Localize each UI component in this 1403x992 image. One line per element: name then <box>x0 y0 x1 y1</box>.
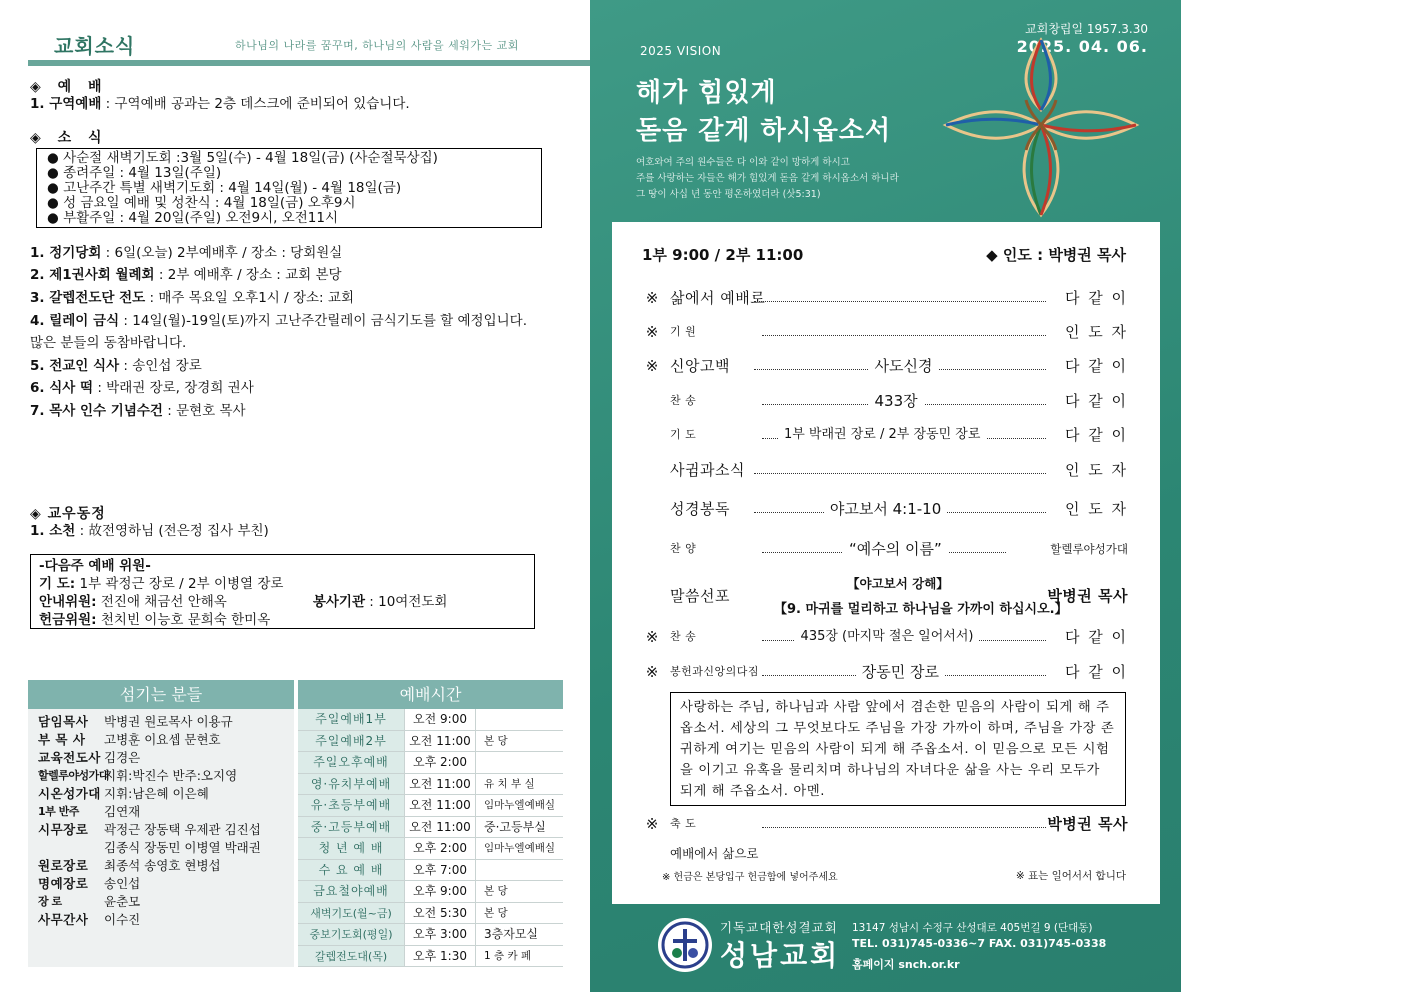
after-worship-label: 예배에서 삶으로 <box>670 846 759 861</box>
service-place: 본 당 <box>484 734 508 747</box>
worship-order-row <box>644 497 1128 521</box>
service-place <box>476 709 563 730</box>
service-time-row <box>298 860 563 882</box>
news-item-label: 5. 전교인 식사 <box>30 358 120 374</box>
service-name: 주일오후예배 <box>298 752 404 773</box>
worship-leader: ◆ 인도 : 박병권 목사 <box>986 246 1126 264</box>
vision-label: 2025 VISION <box>640 44 722 58</box>
service-name: 금요철야예배 <box>298 881 404 902</box>
worship-order-row <box>644 458 1128 482</box>
order-item-detail: “예수의 이름” <box>843 537 948 561</box>
order-item-detail: 사도신경 <box>869 354 939 378</box>
service-time-row <box>298 946 563 968</box>
church-logo-icon <box>658 918 712 972</box>
news-item <box>30 309 527 329</box>
order-item-name: 축 도 <box>670 817 697 830</box>
order-item-leader: 박병권 목사 <box>1047 587 1128 605</box>
order-item-leader: 인 도 자 <box>1064 500 1128 518</box>
servers-table <box>28 709 294 967</box>
next-week-committee-box <box>30 554 535 629</box>
lent-item: ● 성 금요일 예배 및 성찬식 : 4월 18일(금) 오후9시 <box>47 195 356 211</box>
service-time: 오전 5:30 <box>404 903 476 924</box>
server-role: 부 목 사 <box>38 732 86 747</box>
server-names: 김경은 <box>104 750 141 765</box>
server-row <box>38 875 284 893</box>
members-item-text: : 故전영하님 (전은정 집사 부친) <box>75 523 269 539</box>
server-names: 이수진 <box>104 912 141 927</box>
order-item-detail: 1부 박래권 장로 / 2부 장동민 장로 <box>778 423 986 447</box>
next-week-title: -다음주 예배 위원- <box>39 558 151 574</box>
order-item-name: 말씀선포 <box>670 587 730 605</box>
church-homepage: 홈페이지 snch.or.kr <box>852 958 960 971</box>
members-item <box>30 519 269 539</box>
server-role: 교육전도사 <box>38 750 101 765</box>
sermon-title: 【9. 마귀를 멀리하고 하나님을 가까이 하십시오.】 <box>774 602 1068 617</box>
order-item-name: 사귐과소식 <box>670 461 745 479</box>
worship-item-label: 1. 구역예배 <box>30 96 102 112</box>
service-time: 오전 11:00 <box>404 774 476 795</box>
standing-note: ※ 표는 일어서서 합니다 <box>1015 870 1126 882</box>
standing-mark: ※ <box>645 323 659 341</box>
next-offering-row <box>39 611 526 629</box>
church-address: 13147 성남시 수정구 산성대로 405번길 9 (단대동) <box>852 922 1093 934</box>
next-prayer-value: 1부 곽정근 장로 / 2부 이병열 장로 <box>75 576 284 592</box>
lent-schedule-box <box>36 148 542 228</box>
service-time-row <box>298 924 563 946</box>
server-names: 김연재 <box>104 804 141 819</box>
server-row <box>38 857 284 875</box>
service-place <box>476 752 563 773</box>
woven-cross-icon <box>926 30 1156 220</box>
server-names: 윤춘모 <box>104 894 141 909</box>
worship-order-row <box>644 354 1128 378</box>
order-item-leader: 박병권 목사 <box>1047 815 1128 833</box>
order-item-name: 봉헌과신앙의다짐 <box>670 665 760 678</box>
leader-dots <box>754 458 1046 474</box>
worship-order-row <box>644 286 1128 310</box>
news-item-label: 3. 갈렙전도단 전도 <box>30 290 146 306</box>
server-names: 최종석 송영호 현병섭 <box>104 858 221 873</box>
service-name: 청 년 예 배 <box>298 838 404 859</box>
worship-item <box>30 92 410 112</box>
news-item-text: : 2부 예배후 / 장소 : 교회 본당 <box>154 267 342 283</box>
order-item-name: 찬 양 <box>670 542 697 555</box>
service-place <box>476 860 563 881</box>
leader-dots <box>762 320 1046 336</box>
order-item-name: 찬 송 <box>670 630 697 643</box>
service-name: 주일예배1부 <box>298 709 404 730</box>
service-time: 오후 2:00 <box>404 838 476 859</box>
service-time-row <box>298 838 563 860</box>
service-place: 임마누엘예배실 <box>484 842 556 854</box>
news-item-text: : 14일(월)-19일(토)까지 고난주간릴레이 금식기도를 할 예정입니다. <box>119 313 528 329</box>
worship-order-row <box>644 537 1128 561</box>
order-item-leader: 다 같 이 <box>1064 663 1128 681</box>
order-item-name: 성경봉독 <box>670 500 730 518</box>
news-item-label: 1. 정기당회 <box>30 245 102 261</box>
server-row <box>38 821 284 839</box>
service-time: 오전 11:00 <box>404 795 476 816</box>
server-row <box>38 767 284 785</box>
service-time: 오전 11:00 <box>404 817 476 838</box>
lent-item: ● 사순절 새벽기도회 :3월 5일(수) - 4월 18일(금) (사순절묵상집) <box>47 150 438 166</box>
server-names: 박병권 원로목사 이용규 <box>104 714 233 729</box>
service-time-row <box>298 731 563 753</box>
sermon-series: 【야고보서 강해】 <box>847 576 949 591</box>
order-item-leader: 할렐루야성가대 <box>1050 542 1128 556</box>
order-item-leader: 다 같 이 <box>1064 357 1128 375</box>
news-item-text: : 매주 목요일 오후1시 / 장소: 교회 <box>145 290 354 306</box>
confession-prayer-box: 사랑하는 주님, 하나님과 사람 앞에서 겸손한 믿음의 사람이 되게 해 주옵소서. 세상의 그 무엇보다도 주님을 가장 가까이 하며, 주님을 가장 존귀하게 여기는 믿음의 사람이 되게 해 주옵소서. 이 믿음으로 모든 시험을 이기고 유혹을 물리치며 하나님의 자녀다운 삶을 사는 우리 모두가 되게 해 주옵소서. 아멘. <box>670 692 1126 806</box>
worship-section-title: ◈ 예 배 <box>30 79 108 95</box>
service-name: 중보기도회(평일) <box>298 924 404 945</box>
news-item-label: 6. 식사 떡 <box>30 380 94 396</box>
news-item-label: 7. 목사 인수 기념수건 <box>30 403 163 419</box>
service-time: 오전 11:00 <box>404 731 476 752</box>
server-names: 송인섭 <box>104 876 141 891</box>
leader-dots <box>762 812 1046 828</box>
news-page-title: 교회소식 <box>54 34 136 58</box>
worship-time: 1부 9:00 / 2부 11:00 <box>642 246 804 264</box>
vision-verse-line: 그 땅이 사십 년 동안 평온하였더라 (삿5:31) <box>636 189 821 200</box>
church-tagline: 하나님의 나라를 꿈꾸며, 하나님의 사람을 세워가는 교회 <box>235 39 519 52</box>
order-item-name: 삶에서 예배로 <box>670 289 766 307</box>
service-name: 영·유치부예배 <box>298 774 404 795</box>
server-role: 1부 반주 <box>38 805 79 818</box>
service-place: 임마누엘예배실 <box>484 799 556 811</box>
order-item-name: 찬 송 <box>670 394 697 407</box>
next-prayer-label: 기 도: <box>39 576 76 592</box>
offering-note: ※ 헌금은 본당입구 헌금함에 넣어주세요 <box>662 872 838 883</box>
worship-order-row <box>644 320 1128 344</box>
news-item <box>30 241 342 261</box>
service-time-row <box>298 903 563 925</box>
next-usher-value: 전진애 채금선 안해옥 <box>96 594 227 610</box>
lent-item: ● 고난주간 특별 새벽기도회 : 4월 14일(월) - 4월 18일(금) <box>47 180 402 196</box>
service-place: 유 치 부 실 <box>484 777 535 790</box>
order-item-leader: 인 도 자 <box>1064 461 1128 479</box>
news-item <box>30 263 342 283</box>
service-name: 수 요 예 배 <box>298 860 404 881</box>
standing-mark: ※ <box>645 815 659 833</box>
server-role: 명예장로 <box>38 876 89 891</box>
church-name: 성남교회 <box>720 939 841 972</box>
news-section-title: ◈ 소 식 <box>30 130 108 146</box>
next-usher-row <box>39 593 526 611</box>
order-item-leader: 다 같 이 <box>1064 289 1128 307</box>
service-time: 오전 9:00 <box>404 709 476 730</box>
news-item-text: : 송인섭 장로 <box>119 358 202 374</box>
service-place: 1 층 카 페 <box>484 949 532 962</box>
service-time-row <box>298 709 563 731</box>
news-item-text: : 문현호 목사 <box>162 403 246 419</box>
server-names: 지휘:남은혜 이은혜 <box>104 786 209 801</box>
worship-order-row <box>644 423 1128 447</box>
server-names: 고병훈 이요셉 문현호 <box>104 732 221 747</box>
service-place: 중·고등부실 <box>484 819 546 834</box>
server-row <box>38 749 284 767</box>
order-item-detail: 야고보서 4:1-10 <box>824 497 947 521</box>
denomination-name: 기독교대한성결교회 <box>720 920 838 935</box>
standing-mark: ※ <box>645 357 659 375</box>
lent-item: ● 부활주일 : 4월 20일(주일) 오전9시, 오전11시 <box>47 210 339 226</box>
server-row <box>38 839 284 857</box>
servers-table-title: 섬기는 분들 <box>28 680 294 709</box>
worship-item-text: : 구역예배 공과는 2층 데스크에 준비되어 있습니다. <box>101 96 410 112</box>
members-item-label: 1. 소천 <box>30 523 76 539</box>
server-role: 사무간사 <box>38 912 89 927</box>
news-item-text: 많은 분들의 동참바랍니다. <box>30 335 187 351</box>
order-item-name: 신앙고백 <box>670 357 730 375</box>
server-row <box>38 713 284 731</box>
service-time-row <box>298 752 563 774</box>
standing-mark: ※ <box>645 289 659 307</box>
service-place: 3층자모실 <box>484 927 539 941</box>
news-item-label: 2. 제1권사회 월례회 <box>30 267 155 283</box>
service-time: 오후 3:00 <box>404 924 476 945</box>
server-row <box>38 785 284 803</box>
left-page <box>0 0 590 992</box>
service-time: 오후 2:00 <box>404 752 476 773</box>
service-name: 갈렙전도대(목) <box>298 946 404 967</box>
server-role: 담임목사 <box>38 714 89 729</box>
news-item <box>30 376 254 396</box>
service-name: 중·고등부예배 <box>298 817 404 838</box>
next-service-label: 봉사기관 <box>312 594 365 610</box>
news-item-text: : 박래권 장로, 장경희 권사 <box>93 380 254 396</box>
service-time: 오후 9:00 <box>404 881 476 902</box>
server-role: 장 로 <box>38 895 62 908</box>
worship-order-row <box>644 812 1128 836</box>
right-page <box>590 0 1181 992</box>
worship-order-row <box>644 625 1128 649</box>
worship-order-row <box>644 660 1128 684</box>
standing-mark: ※ <box>645 628 659 646</box>
server-role: 시온성가대 <box>38 786 101 801</box>
server-names: 지휘:박진수 반주:오지영 <box>104 768 238 783</box>
established-date: 교회창립일 1957.3.30 <box>1025 22 1148 36</box>
service-time-row <box>298 881 563 903</box>
service-time: 오후 1:30 <box>404 946 476 967</box>
order-item-leader: 다 같 이 <box>1064 426 1128 444</box>
service-name: 새벽기도(월~금) <box>298 903 404 924</box>
news-item-text: : 6일(오늘) 2부예배후 / 장소 : 당회원실 <box>101 245 343 261</box>
service-time-row <box>298 774 563 796</box>
order-item-leader: 다 같 이 <box>1064 628 1128 646</box>
news-item <box>30 286 354 306</box>
server-role <box>38 839 104 857</box>
vision-verse-line: 여호와여 주의 원수들은 다 이와 같이 망하게 하시고 <box>636 157 850 168</box>
vision-verse-line: 주를 사랑하는 자들은 해가 힘있게 돋음 같게 하시옵소서 하니라 <box>636 173 899 184</box>
service-name: 유·초등부예배 <box>298 795 404 816</box>
news-item-label: 4. 릴레이 금식 <box>30 313 120 329</box>
service-place: 본 당 <box>484 885 508 897</box>
church-phone: TEL. 031)745-0336~7 FAX. 031)745-0338 <box>852 937 1107 950</box>
leader-dots <box>754 286 1046 302</box>
next-prayer-row <box>39 575 526 593</box>
next-offering-value: 천치빈 이능호 문희숙 한미옥 <box>96 612 271 628</box>
order-item-detail: 장동민 장로 <box>856 660 945 684</box>
order-item-detail: 433장 <box>869 389 924 413</box>
next-offering-label: 헌금위원: <box>39 612 97 628</box>
news-item <box>30 354 202 374</box>
server-role: 원로장로 <box>38 858 89 873</box>
standing-mark: ※ <box>645 663 659 681</box>
server-role: 할렐루야성가대 <box>38 769 109 782</box>
order-item-leader: 인 도 자 <box>1064 323 1128 341</box>
server-row <box>38 893 284 911</box>
server-row <box>38 803 284 821</box>
order-item-name: 기 원 <box>670 325 697 338</box>
worship-order-row <box>644 389 1128 413</box>
news-item <box>30 399 246 419</box>
service-time-row <box>298 795 563 817</box>
order-item-leader: 다 같 이 <box>1064 392 1128 410</box>
vision-theme-line1: 해가 힘있게 <box>636 78 777 108</box>
service-times-table <box>298 709 563 967</box>
server-names: 곽정근 장동택 우제관 김진섭 <box>104 822 261 837</box>
bulletin-date: 2025. 04. 06. <box>1016 37 1148 56</box>
service-time: 오후 7:00 <box>404 860 476 881</box>
next-usher-label: 안내위원: <box>39 594 97 610</box>
header-divider <box>28 60 590 66</box>
vision-theme-line2: 돋음 같게 하시옵소서 <box>636 116 892 146</box>
worship-order-panel <box>612 222 1160 904</box>
next-service-value: : 10여전도회 <box>365 594 448 610</box>
lent-item: ● 종려주일 : 4월 13일(주일) <box>47 165 222 181</box>
server-row <box>38 731 284 749</box>
service-name: 주일예배2부 <box>298 731 404 752</box>
server-role: 시무장로 <box>38 822 89 837</box>
members-section-title: ◈ 교우동정 <box>30 506 106 522</box>
news-item <box>30 331 186 351</box>
server-row <box>38 911 284 929</box>
order-item-name: 기 도 <box>670 428 697 441</box>
server-names: 김종식 장동민 이병열 박래권 <box>104 840 261 855</box>
service-times-title: 예배시간 <box>298 680 563 709</box>
service-place: 본 당 <box>484 906 508 919</box>
order-item-detail: 435장 (마지막 절은 일어서서) <box>795 625 980 649</box>
service-time-row <box>298 817 563 839</box>
